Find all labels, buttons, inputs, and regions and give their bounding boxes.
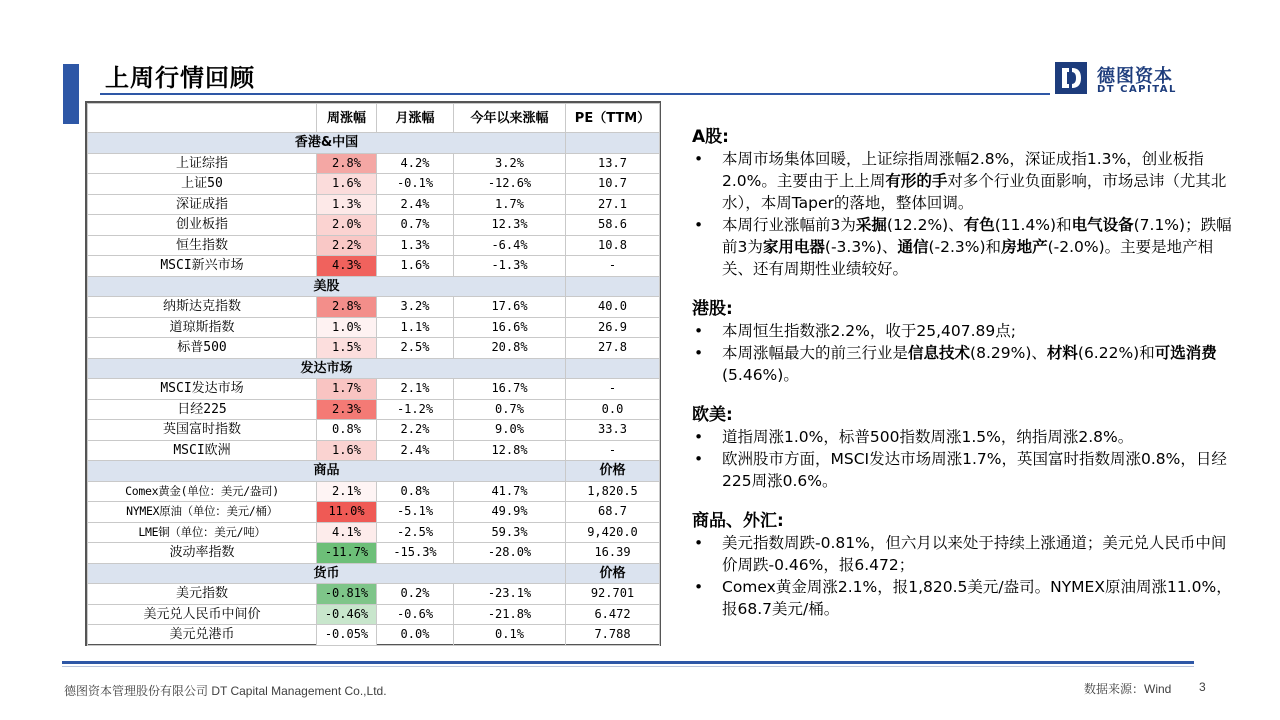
- dt-logo-icon: [1055, 62, 1087, 94]
- bullet-item: [692, 320, 1237, 342]
- column-header: 今年以来涨幅: [454, 104, 566, 133]
- title-underline: [100, 93, 1050, 95]
- row-label: 美元兑人民币中间价: [88, 604, 317, 625]
- bold-keyword: 信息技术: [908, 344, 971, 362]
- ytd-change: 16.7%: [454, 379, 566, 400]
- table-row: [88, 153, 660, 174]
- bullet-item: [692, 576, 1237, 620]
- bold-keyword: 房地产: [1001, 238, 1048, 256]
- bullet-text: (6.22%)和: [1077, 344, 1155, 362]
- bullet-item: [692, 214, 1237, 280]
- pe-value: 33.3: [566, 420, 660, 441]
- row-label: MSCI欧洲: [88, 440, 317, 461]
- section-price-header: [566, 276, 660, 297]
- table-row: [88, 215, 660, 236]
- ytd-change: 59.3%: [454, 522, 566, 543]
- pe-value: 13.7: [566, 153, 660, 174]
- table-row: [88, 338, 660, 359]
- month-change: 1.1%: [377, 317, 454, 338]
- ytd-change: 9.0%: [454, 420, 566, 441]
- bullet-text: 美元指数周跌-0.81%，但六月以来处于持续上涨通道；美元兑人民币中间价周跌-0.46%，报6.472；: [722, 534, 1227, 574]
- table-row: [88, 522, 660, 543]
- month-change: -15.3%: [377, 543, 454, 564]
- ytd-change: 12.3%: [454, 215, 566, 236]
- bullet-text: (7.1%)；跌幅前3为: [722, 216, 1232, 256]
- section-title: 货币: [88, 563, 566, 584]
- table-row: [88, 420, 660, 441]
- title-accent-bar: [63, 64, 79, 124]
- bullet-text: 对多个行业负面影响，市场忌讳（尤其北水），本周Taper的落地，整体回调。: [722, 172, 1227, 212]
- row-label: 美元指数: [88, 584, 317, 605]
- row-label: 道琼斯指数: [88, 317, 317, 338]
- pe-value: 68.7: [566, 502, 660, 523]
- row-label: 英国富时指数: [88, 420, 317, 441]
- table-row: [88, 543, 660, 564]
- bullet-text: 本周行业涨幅前3为: [722, 216, 856, 234]
- section-heading: A股:: [692, 127, 729, 147]
- ytd-change: 0.1%: [454, 625, 566, 646]
- pe-value: 0.0: [566, 399, 660, 420]
- bullet-text: Comex黄金周涨2.1%，报1,820.5美元/盎司。NYMEX原油周涨11.0%，报68.7美元/桶。: [722, 578, 1232, 618]
- pe-value: 6.472: [566, 604, 660, 625]
- pe-value: 26.9: [566, 317, 660, 338]
- bold-keyword: 材料: [1046, 344, 1078, 362]
- week-change: -11.7%: [317, 543, 377, 564]
- bullet-text: (12.2%)、: [886, 216, 964, 234]
- row-label: Comex黄金(单位：美元/盎司): [88, 481, 317, 502]
- ytd-change: 12.8%: [454, 440, 566, 461]
- bullet-list: [692, 426, 1237, 492]
- bullet-text: 本周恒生指数涨2.2%，收于25,407.89点;: [722, 322, 1016, 340]
- table-row: [88, 379, 660, 400]
- ytd-change: 0.7%: [454, 399, 566, 420]
- logo-name-en: DT CAPITAL: [1097, 84, 1177, 95]
- ytd-change: 49.9%: [454, 502, 566, 523]
- month-change: 2.4%: [377, 194, 454, 215]
- pe-value: 1,820.5: [566, 481, 660, 502]
- commentary-section: [692, 298, 1237, 386]
- week-change: 4.3%: [317, 256, 377, 277]
- bullet-list: [692, 532, 1237, 620]
- week-change: 1.5%: [317, 338, 377, 359]
- column-header: 周涨幅: [317, 104, 377, 133]
- commentary-section: [692, 510, 1237, 620]
- month-change: 2.2%: [377, 420, 454, 441]
- week-change: -0.81%: [317, 584, 377, 605]
- section-price-header: 价格: [566, 461, 660, 482]
- bold-keyword: 通信: [897, 238, 929, 256]
- pe-value: 7.788: [566, 625, 660, 646]
- table-row: [88, 235, 660, 256]
- month-change: 0.0%: [377, 625, 454, 646]
- pe-value: 9,420.0: [566, 522, 660, 543]
- commentary-section: [692, 126, 1237, 280]
- row-label: 标普500: [88, 338, 317, 359]
- table-row: [88, 174, 660, 195]
- column-header: [88, 104, 317, 133]
- row-label: 日经225: [88, 399, 317, 420]
- bullet-text: (-2.3%)和: [928, 238, 1002, 256]
- ytd-change: 20.8%: [454, 338, 566, 359]
- table-header-row: [88, 104, 660, 133]
- section-header-row: [88, 133, 660, 154]
- row-label: LME铜（单位：美元/吨）: [88, 522, 317, 543]
- ytd-change: -21.8%: [454, 604, 566, 625]
- week-change: -0.46%: [317, 604, 377, 625]
- bullet-text: 本周涨幅最大的前三行业是: [722, 344, 909, 362]
- footer-source: 数据来源：Wind: [1084, 682, 1172, 696]
- month-change: 1.3%: [377, 235, 454, 256]
- pe-value: 92.701: [566, 584, 660, 605]
- month-change: 4.2%: [377, 153, 454, 174]
- footer-divider-thin: [62, 666, 1194, 667]
- bullet-text: 道指周涨1.0%，标普500指数周涨1.5%，纳指周涨2.8%。: [722, 428, 1134, 446]
- bullet-list: [692, 148, 1237, 280]
- pe-value: 27.8: [566, 338, 660, 359]
- row-label: 美元兑港币: [88, 625, 317, 646]
- row-label: 波动率指数: [88, 543, 317, 564]
- bullet-item: [692, 532, 1237, 576]
- bullet-text: (5.46%)。: [722, 366, 799, 384]
- pe-value: -: [566, 256, 660, 277]
- section-title: 美股: [88, 276, 566, 297]
- pe-value: -: [566, 440, 660, 461]
- pe-value: 16.39: [566, 543, 660, 564]
- week-change: 11.0%: [317, 502, 377, 523]
- section-header-row: [88, 563, 660, 584]
- section-heading: 港股:: [692, 299, 733, 319]
- pe-value: -: [566, 379, 660, 400]
- row-label: 深证成指: [88, 194, 317, 215]
- column-header: 月涨幅: [377, 104, 454, 133]
- bold-keyword: 采掘: [855, 216, 887, 234]
- section-title: 发达市场: [88, 358, 566, 379]
- week-change: 1.3%: [317, 194, 377, 215]
- table-row: [88, 194, 660, 215]
- week-change: 1.7%: [317, 379, 377, 400]
- bold-keyword: 有形的手: [885, 172, 948, 190]
- commentary-panel: [692, 126, 1237, 638]
- week-change: -0.05%: [317, 625, 377, 646]
- table-row: [88, 256, 660, 277]
- row-label: 上证综指: [88, 153, 317, 174]
- week-change: 2.0%: [317, 215, 377, 236]
- month-change: 2.5%: [377, 338, 454, 359]
- row-label: 上证50: [88, 174, 317, 195]
- section-price-header: [566, 133, 660, 154]
- month-change: -2.5%: [377, 522, 454, 543]
- month-change: -5.1%: [377, 502, 454, 523]
- bullet-item: [692, 448, 1237, 492]
- ytd-change: 16.6%: [454, 317, 566, 338]
- bullet-item: [692, 148, 1237, 214]
- month-change: 3.2%: [377, 297, 454, 318]
- bullet-text: 本周市场集体回暖，上证综指周涨幅2.8%，深证成指1.3%，创业板指2.0%。主要由于上上周: [722, 150, 1204, 190]
- week-change: 0.8%: [317, 420, 377, 441]
- bullet-text: (11.4%)和: [994, 216, 1072, 234]
- bold-keyword: 有色: [963, 216, 995, 234]
- table-row: [88, 297, 660, 318]
- bullet-text: (-3.3%)、: [824, 238, 898, 256]
- month-change: 2.4%: [377, 440, 454, 461]
- row-label: MSCI发达市场: [88, 379, 317, 400]
- bullet-list: [692, 320, 1237, 386]
- section-header-row: [88, 461, 660, 482]
- pe-value: 10.8: [566, 235, 660, 256]
- section-title: 商品: [88, 461, 566, 482]
- month-change: 0.2%: [377, 584, 454, 605]
- table-row: [88, 625, 660, 646]
- month-change: 0.7%: [377, 215, 454, 236]
- month-change: -0.1%: [377, 174, 454, 195]
- section-header-row: [88, 276, 660, 297]
- row-label: MSCI新兴市场: [88, 256, 317, 277]
- bullet-text: 欧洲股市方面，MSCI发达市场周涨1.7%，英国富时指数周涨0.8%，日经225周涨0.6%。: [722, 450, 1227, 490]
- bold-keyword: 可选消费: [1154, 344, 1217, 362]
- logo-name-cn: 德图资本: [1097, 66, 1173, 87]
- table-row: [88, 604, 660, 625]
- bullet-text: (-2.0%)。主要是地产相关、还有周期性业绩较好。: [722, 238, 1214, 278]
- week-change: 2.2%: [317, 235, 377, 256]
- table-row: [88, 317, 660, 338]
- page-number: 3: [1199, 680, 1206, 694]
- ytd-change: 3.2%: [454, 153, 566, 174]
- row-label: 恒生指数: [88, 235, 317, 256]
- commentary-section: [692, 404, 1237, 492]
- section-heading: 欧美:: [692, 405, 733, 425]
- ytd-change: 41.7%: [454, 481, 566, 502]
- week-change: 1.0%: [317, 317, 377, 338]
- table-row: [88, 481, 660, 502]
- company-logo: [1055, 62, 1185, 96]
- table-row: [88, 440, 660, 461]
- bullet-text: (8.29%)、: [970, 344, 1047, 362]
- week-change: 2.1%: [317, 481, 377, 502]
- month-change: -1.2%: [377, 399, 454, 420]
- ytd-change: -1.3%: [454, 256, 566, 277]
- week-change: 2.8%: [317, 153, 377, 174]
- table-row: [88, 399, 660, 420]
- section-price-header: 价格: [566, 563, 660, 584]
- table-row: [88, 502, 660, 523]
- market-summary-table: [87, 103, 660, 646]
- ytd-change: 17.6%: [454, 297, 566, 318]
- bullet-item: [692, 426, 1237, 448]
- section-price-header: [566, 358, 660, 379]
- row-label: 创业板指: [88, 215, 317, 236]
- section-heading: 商品、外汇:: [692, 511, 784, 531]
- page-title: 上周行情回顾: [105, 64, 255, 92]
- ytd-change: -12.6%: [454, 174, 566, 195]
- pe-value: 40.0: [566, 297, 660, 318]
- month-change: -0.6%: [377, 604, 454, 625]
- week-change: 2.8%: [317, 297, 377, 318]
- pe-value: 58.6: [566, 215, 660, 236]
- table-row: [88, 584, 660, 605]
- pe-value: 27.1: [566, 194, 660, 215]
- bullet-item: [692, 342, 1237, 386]
- section-title: 香港&中国: [88, 133, 566, 154]
- week-change: 2.3%: [317, 399, 377, 420]
- footer-company: 德图资本管理股份有限公司 DT Capital Management Co.,Ltd.: [64, 684, 387, 698]
- week-change: 1.6%: [317, 440, 377, 461]
- ytd-change: 1.7%: [454, 194, 566, 215]
- ytd-change: -23.1%: [454, 584, 566, 605]
- ytd-change: -6.4%: [454, 235, 566, 256]
- section-header-row: [88, 358, 660, 379]
- ytd-change: -28.0%: [454, 543, 566, 564]
- bold-keyword: 家用电器: [762, 238, 825, 256]
- pe-value: 10.7: [566, 174, 660, 195]
- month-change: 1.6%: [377, 256, 454, 277]
- footer-divider: [62, 661, 1194, 664]
- month-change: 0.8%: [377, 481, 454, 502]
- row-label: 纳斯达克指数: [88, 297, 317, 318]
- week-change: 4.1%: [317, 522, 377, 543]
- week-change: 1.6%: [317, 174, 377, 195]
- month-change: 2.1%: [377, 379, 454, 400]
- column-header: PE（TTM）: [566, 104, 660, 133]
- row-label: NYMEX原油（单位：美元/桶）: [88, 502, 317, 523]
- bold-keyword: 电气设备: [1071, 216, 1134, 234]
